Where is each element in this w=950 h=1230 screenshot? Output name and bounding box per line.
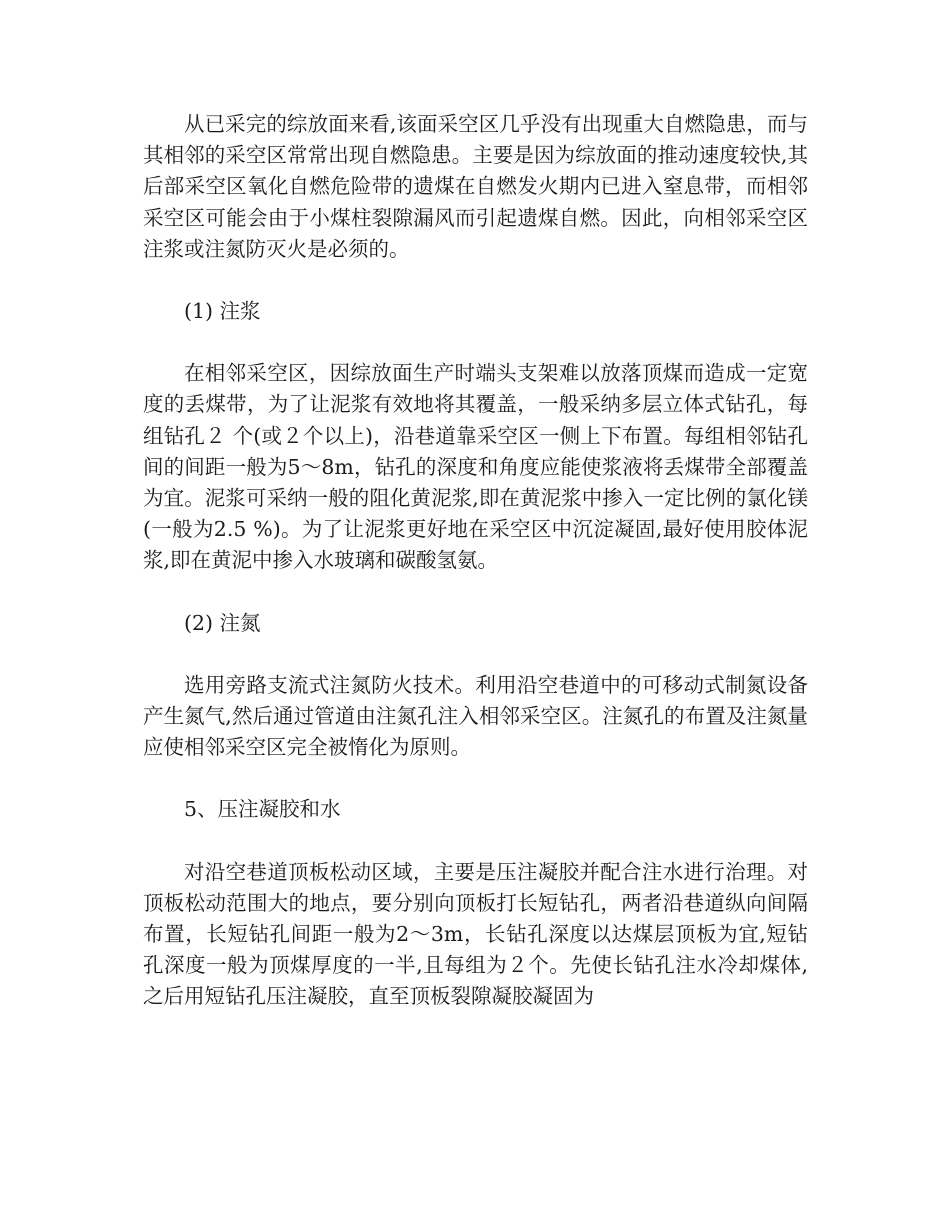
- heading-grouting: (1) 注浆: [184, 299, 261, 324]
- document-body: [143, 109, 808, 1044]
- heading-nitrogen: (2) 注氮: [184, 610, 261, 635]
- heading-gel-water: 5、压注凝胶和水: [184, 797, 341, 822]
- paragraph-intro: 从已采完的综放面来看,该面采空区几乎没有出现重大自燃隐患，而与其相邻的采空区常常出现自燃隐患。主要是因为综放面的推动速度较快,其后部采空区氧化自燃危险带的遗煤在自燃发火期内已进入窒息带，而相邻采空区可能会由于小煤柱裂隙漏风而引起遗煤自燃。因此，向相邻采空区注浆或注氮防灭火是必须的。: [143, 112, 808, 261]
- paragraph-nitrogen: 选用旁路支流式注氮防火技术。利用沿空巷道中的可移动式制氮设备产生氮气,然后通过管道由注氮孔注入相邻采空区。注氮孔的布置及注氮量应使相邻采空区完全被惰化为原则。: [143, 672, 808, 760]
- paragraph-gel-water: 对沿空巷道顶板松动区域，主要是压注凝胶并配合注水进行治理。对顶板松动范围大的地点，要分别向顶板打长短钻孔，两者沿巷道纵向间隔布置，长短钻孔间距一般为2～3m，长钻孔深度以达煤层顶板为宜,短钻孔深度一般为顶煤厚度的一半,且每组为２个。先使长钻孔注水冷却煤体,之后用短钻孔压注凝胶，直至顶板裂隙凝胶凝固为: [143, 859, 808, 1009]
- paragraph-grouting: 在相邻采空区，因综放面生产时端头支架难以放落顶煤而造成一定宽度的丢煤带，为了让泥浆有效地将其覆盖，一般采纳多层立体式钻孔，每组钻孔２ 个(或２个以上)，沿巷道靠采空区一侧上下布置。每组相邻钻孔间的间距一般为5～8m，钻孔的深度和角度应能使浆液将丢煤带全部覆盖为宜。泥浆可采纳一般的阻化黄泥浆,即在黄泥浆中掺入一定比例的氯化镁(一般为2.5 %)。为了让泥浆更好地在采空区中沉淀凝固,最好使用胶体泥浆,即在黄泥中掺入水玻璃和碳酸氢氨。: [143, 361, 808, 573]
